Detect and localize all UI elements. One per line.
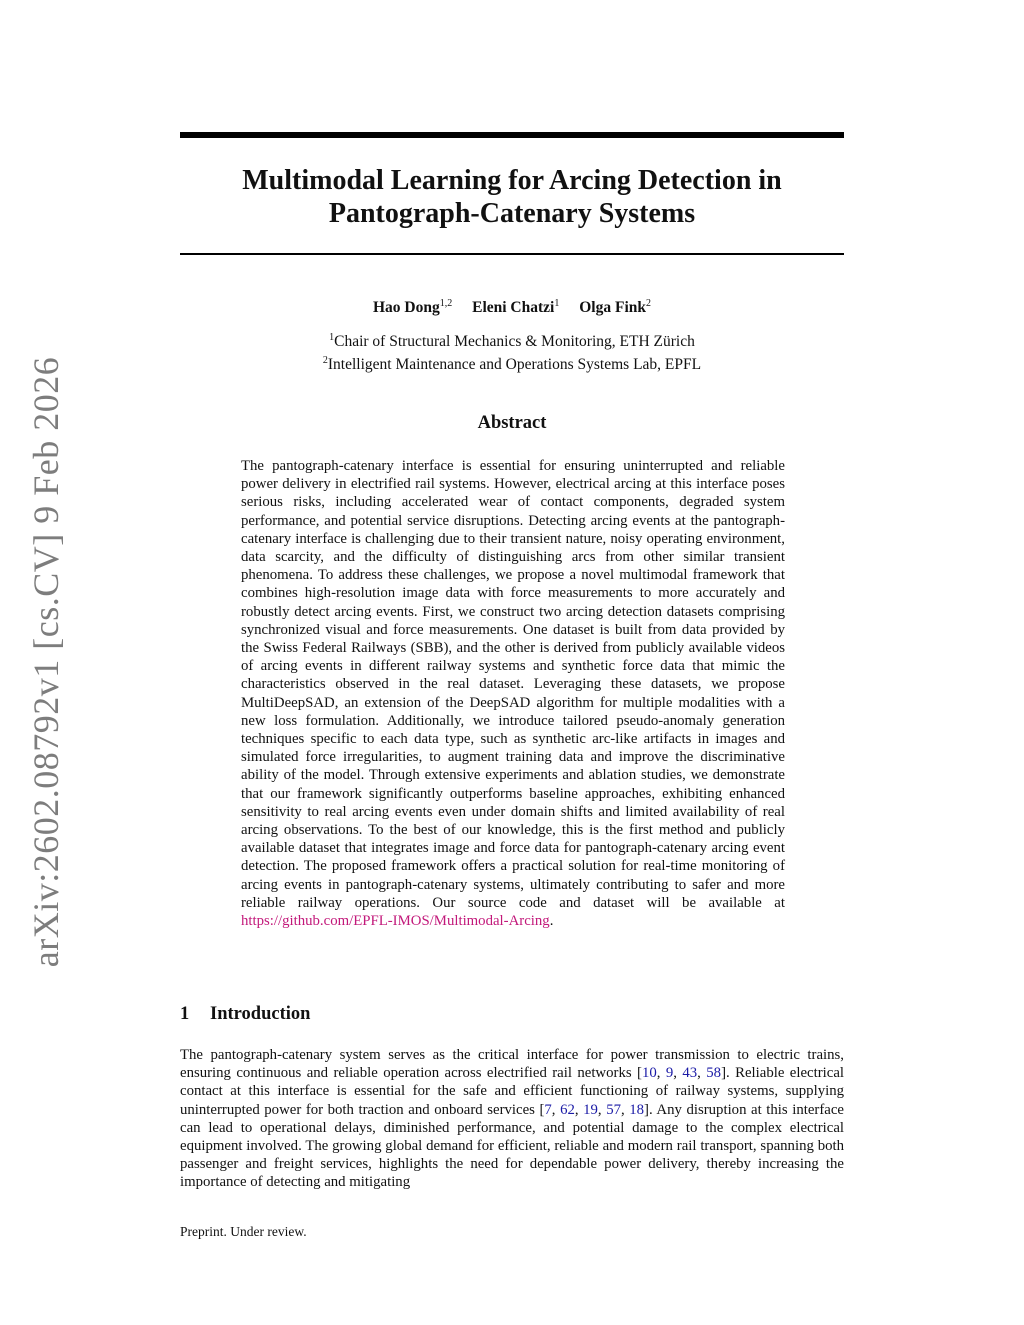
citation-link[interactable]: 10 [641, 1065, 657, 1082]
affiliation-text: Chair of Structural Mechanics & Monitoring, ETH Zürich [334, 333, 695, 351]
author-name: Hao Dong [372, 299, 440, 317]
arxiv-identifier-stamp: arXiv:2602.08792v1 [cs.CV] 9 Feb 2026 [26, 356, 66, 968]
author-name: Olga Fink [579, 299, 646, 317]
introduction-paragraph: The pantograph-catenary system serves as the critical interface for power transmission to electric trains, ensuring continuous and reliable operation across electrified rail networks [10, 9, 43, 58]. Reliable electrical contact at this interface is essential for the safe and efficient functioning of railway systems, supplying uninterrupted power for both traction and onboard services [7, 62, 19, 57, 18]. Any disruption at this interface can lead to operational delays, diminished performance, and potential damage to the complex electrical equipment involved. The growing global demand for efficient, reliable and modern rail transport, spanning both passenger and freight services, highlights the need for dependable power delivery, thereby increasing the importance of detecting and mitigating [180, 1047, 845, 1191]
paper-title: Multimodal Learning for Arcing Detection in Pantograph-Catenary Systems [242, 165, 782, 229]
affiliation-text: Intelligent Maintenance and Operations Systems Lab, EPFL [327, 356, 702, 374]
citation-link[interactable]: 62 [560, 1101, 575, 1118]
code-repository-link[interactable]: https://github.com/EPFL-IMOS/Multimodal-Arcing [241, 913, 550, 930]
citation-link[interactable]: 58 [706, 1065, 722, 1082]
citation-link[interactable]: 19 [583, 1101, 598, 1118]
affiliations [180, 328, 844, 374]
affiliation-2 [180, 351, 844, 374]
intro-text-part-2: ]. Reliable electrical contact at this interface is essential for the safe and efficient functioning of railway systems, supplying uninterrupted power for both traction and onboard services [ [180, 1065, 845, 1118]
author-list [180, 298, 844, 317]
affiliation-1 [180, 328, 844, 351]
author-eleni-chatzi [472, 299, 559, 316]
citation-link[interactable]: 57 [606, 1101, 621, 1118]
citation-link[interactable]: 9 [665, 1065, 674, 1082]
title-bottom-rule [180, 253, 844, 255]
abstract-text: The pantograph-catenary interface is essential for ensuring uninterrupted and reliable power delivery in electrified rail systems. However, electrical arcing at this interface poses serious risks, including accelerated wear of contact components, degraded system performance, and potential service disruptions. Detecting arcing events at the pantograph-catenary interface is challenging due to their transient nature, noisy operating environment, data scarcity, and the difficulty of distinguishing arcs from other similar transient phenomena. To address these challenges, we propose a novel multimodal framework that combines high-resolution image data with force measurements to more accurately and robustly detect arcing events. First, we construct two arcing detection datasets comprising synchronized visual and force measurements. One dataset is built from data provided by the Swiss Federal Railways (SBB), and the other is derived from publicly available videos of arcing events in different railway systems and synthetic force data that mimic the characteristics observed in the real dataset. Leveraging these datasets, we propose MultiDeepSAD, an extension of the DeepSAD algorithm for multiple modalities with a new loss formulation. Additionally, we introduce tailored pseudo-anomaly generation techniques specific to each data type, such as synthetic arc-like artifacts in images and simulated force irregularities, to augment training data and improve the discriminative ability of the model. Through extensive experiments and ablation studies, we demonstrate that our framework significantly outperforms baseline approaches, exhibiting enhanced sensitivity to real arcing events even under domain shifts and limited availability of real arcing observations. To the best of our knowledge, this is the first method and publicly available dataset that integrates image and force data for pantograph-catenary arcing event detection. The proposed framework offers a practical solution for real-time monitoring of arcing events in pantograph-catenary systems, ultimately contributing to safer and more reliable railway operations. Our source code and dataset will be available at [241, 458, 785, 911]
intro-text-part-3: ]. Any disruption at this interface can lead to operational delays, diminished performance, and potential damage to the complex electrical equipment involved. The growing global demand for efficient, reliable and modern rail transport, spanning both passenger and freight services, highlights the need for dependable power delivery, thereby increasing the importance of detecting and mitigating [180, 1101, 844, 1191]
title-top-rule [180, 132, 844, 138]
author-olga-fink [579, 299, 651, 316]
abstract-heading: Abstract [477, 413, 547, 433]
intro-text-part-1: The pantograph-catenary system serves as the critical interface for power transmission to electric trains, ensuring continuous and reliable operation across electrified rail networks [ [180, 1047, 844, 1082]
section-heading-introduction [180, 1004, 310, 1025]
citation-link[interactable]: 43 [682, 1065, 698, 1082]
author-hao-dong [373, 299, 452, 316]
author-affiliation-mark: 1 [554, 298, 560, 309]
section-title: Introduction [210, 1004, 311, 1024]
citation-link[interactable]: 18 [629, 1101, 645, 1118]
abstract-end-punct: . [549, 913, 554, 930]
affiliation-mark: 1 [329, 332, 335, 343]
citation-link[interactable]: 7 [544, 1101, 552, 1118]
author-affiliation-mark: 2 [646, 298, 651, 309]
section-number: 1 [180, 1004, 190, 1024]
footer-note: Preprint. Under review. [180, 1224, 307, 1239]
affiliation-mark: 2 [322, 355, 328, 367]
abstract-body [241, 457, 785, 930]
author-name: Eleni Chatzi [472, 299, 555, 317]
author-affiliation-mark: 1,2 [439, 298, 453, 309]
